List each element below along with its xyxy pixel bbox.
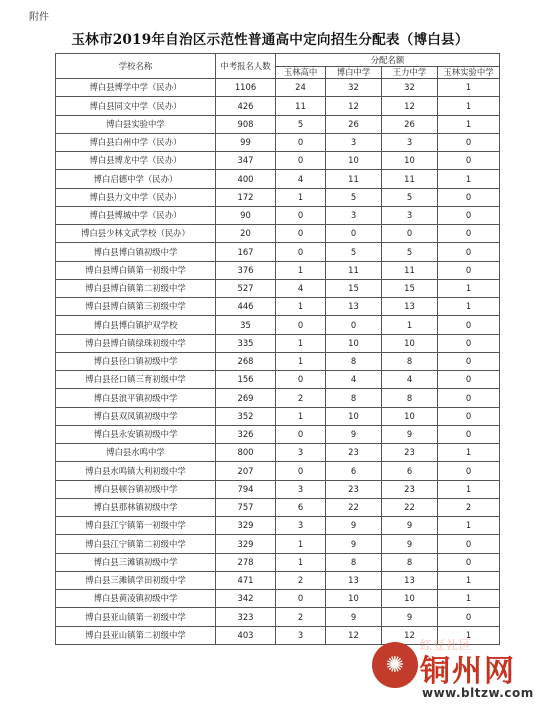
cell-applicants: 329	[216, 535, 276, 553]
cell-wangli-high: 10	[382, 152, 438, 170]
cell-school: 博白县白州中学（民办）	[56, 133, 216, 151]
cell-wangli-high: 11	[382, 261, 438, 279]
cell-school: 博白县那林镇初级中学	[56, 498, 216, 516]
cell-yulin-high: 0	[276, 243, 326, 261]
cell-applicants: 471	[216, 571, 276, 589]
table-row	[56, 626, 500, 644]
cell-yulin-high: 0	[276, 316, 326, 334]
header-quota: 分配名额	[276, 54, 500, 67]
cell-yulin-high: 3	[276, 444, 326, 462]
cell-bobai-high: 10	[326, 407, 382, 425]
cell-yulin-high: 11	[276, 97, 326, 115]
table-row	[56, 480, 500, 498]
cell-wangli-high: 8	[382, 553, 438, 571]
cell-school: 博白县三滩镇初级中学	[56, 553, 216, 571]
cell-school: 博白县博学中学（民办）	[56, 79, 216, 97]
cell-yulin-high: 1	[276, 261, 326, 279]
cell-yulin-high: 2	[276, 571, 326, 589]
cell-yulin-experimental: 0	[438, 371, 500, 389]
cell-bobai-high: 10	[326, 334, 382, 352]
cell-wangli-high: 10	[382, 334, 438, 352]
cell-wangli-high: 12	[382, 97, 438, 115]
cell-yulin-experimental: 0	[438, 553, 500, 571]
cell-school: 博白县博白镇绿珠初级中学	[56, 334, 216, 352]
cell-wangli-high: 13	[382, 571, 438, 589]
cell-bobai-high: 5	[326, 243, 382, 261]
cell-yulin-experimental: 0	[438, 535, 500, 553]
cell-applicants: 426	[216, 97, 276, 115]
cell-applicants: 20	[216, 225, 276, 243]
cell-wangli-high: 22	[382, 498, 438, 516]
table-row	[56, 407, 500, 425]
cell-yulin-high: 24	[276, 79, 326, 97]
cell-yulin-experimental: 0	[438, 243, 500, 261]
cell-yulin-high: 3	[276, 480, 326, 498]
cell-yulin-high: 1	[276, 535, 326, 553]
cell-wangli-high: 4	[382, 371, 438, 389]
cell-wangli-high: 12	[382, 626, 438, 644]
cell-yulin-experimental: 0	[438, 352, 500, 370]
cell-yulin-high: 2	[276, 608, 326, 626]
header-school: 学校名称	[56, 54, 216, 79]
watermark-name: 铜州网	[420, 654, 516, 689]
cell-wangli-high: 10	[382, 407, 438, 425]
cell-bobai-high: 22	[326, 498, 382, 516]
cell-applicants: 342	[216, 590, 276, 608]
cell-yulin-experimental: 0	[438, 188, 500, 206]
cell-applicants: 207	[216, 462, 276, 480]
cell-yulin-high: 4	[276, 279, 326, 297]
cell-applicants: 794	[216, 480, 276, 498]
cell-bobai-high: 4	[326, 371, 382, 389]
cell-wangli-high: 9	[382, 517, 438, 535]
cell-yulin-high: 0	[276, 206, 326, 224]
cell-bobai-high: 9	[326, 608, 382, 626]
cell-wangli-high: 32	[382, 79, 438, 97]
cell-applicants: 156	[216, 371, 276, 389]
cell-applicants: 800	[216, 444, 276, 462]
cell-bobai-high: 26	[326, 115, 382, 133]
header-applicants: 中考报名人数	[216, 54, 276, 79]
cell-bobai-high: 3	[326, 206, 382, 224]
cell-wangli-high: 1	[382, 316, 438, 334]
logo-seal-icon: ✺	[372, 642, 418, 688]
cell-bobai-high: 13	[326, 298, 382, 316]
cell-yulin-high: 0	[276, 152, 326, 170]
cell-applicants: 278	[216, 553, 276, 571]
page-title: 玉林市2019年自治区示范性普通高中定向招生分配表（博白县）	[71, 32, 469, 48]
cell-yulin-experimental: 0	[438, 462, 500, 480]
cell-school: 博白县江宁镇第二初级中学	[56, 535, 216, 553]
cell-applicants: 172	[216, 188, 276, 206]
cell-bobai-high: 23	[326, 480, 382, 498]
cell-yulin-high: 1	[276, 407, 326, 425]
cell-yulin-high: 0	[276, 371, 326, 389]
cell-wangli-high: 8	[382, 389, 438, 407]
cell-yulin-experimental: 1	[438, 97, 500, 115]
cell-yulin-high: 0	[276, 462, 326, 480]
cell-applicants: 269	[216, 389, 276, 407]
cell-wangli-high: 15	[382, 279, 438, 297]
table-row	[56, 498, 500, 516]
cell-bobai-high: 8	[326, 389, 382, 407]
cell-yulin-high: 1	[276, 188, 326, 206]
cell-bobai-high: 8	[326, 553, 382, 571]
cell-yulin-high: 0	[276, 225, 326, 243]
cell-school: 博白县实验中学	[56, 115, 216, 133]
cell-yulin-experimental: 0	[438, 407, 500, 425]
cell-yulin-high: 1	[276, 334, 326, 352]
cell-bobai-high: 13	[326, 571, 382, 589]
cell-applicants: 35	[216, 316, 276, 334]
table-row	[56, 517, 500, 535]
cell-yulin-experimental: 2	[438, 498, 500, 516]
cell-applicants: 326	[216, 425, 276, 443]
cell-wangli-high: 0	[382, 225, 438, 243]
cell-yulin-high: 1	[276, 553, 326, 571]
cell-yulin-high: 1	[276, 298, 326, 316]
cell-bobai-high: 15	[326, 279, 382, 297]
cell-yulin-experimental: 0	[438, 261, 500, 279]
cell-bobai-high: 10	[326, 590, 382, 608]
cell-bobai-high: 0	[326, 225, 382, 243]
cell-bobai-high: 11	[326, 170, 382, 188]
cell-yulin-high: 3	[276, 626, 326, 644]
cell-yulin-experimental: 0	[438, 316, 500, 334]
cell-bobai-high: 23	[326, 444, 382, 462]
cell-yulin-high: 6	[276, 498, 326, 516]
cell-applicants: 400	[216, 170, 276, 188]
table-row	[56, 225, 500, 243]
table-row	[56, 97, 500, 115]
cell-yulin-experimental: 1	[438, 115, 500, 133]
cell-wangli-high: 9	[382, 608, 438, 626]
cell-wangli-high: 9	[382, 535, 438, 553]
cell-yulin-high: 0	[276, 133, 326, 151]
cell-yulin-experimental: 1	[438, 79, 500, 97]
table-row	[56, 152, 500, 170]
header-col: 玉林实验中学	[438, 67, 500, 79]
cell-applicants: 403	[216, 626, 276, 644]
table-body	[56, 79, 500, 645]
header-col: 王力中学	[382, 67, 438, 79]
table-row	[56, 170, 500, 188]
cell-school: 博白县三滩镇学田初级中学	[56, 571, 216, 589]
cell-school: 博白县亚山镇第一初级中学	[56, 608, 216, 626]
cell-school: 博白县力文中学（民办）	[56, 188, 216, 206]
cell-yulin-experimental: 1	[438, 444, 500, 462]
cell-school: 博白县博白镇护双学校	[56, 316, 216, 334]
table-row	[56, 243, 500, 261]
cell-yulin-experimental: 0	[438, 608, 500, 626]
table-row	[56, 425, 500, 443]
allocation-table	[55, 53, 500, 645]
cell-yulin-experimental: 1	[438, 517, 500, 535]
cell-school: 博白县黄凌镇初级中学	[56, 590, 216, 608]
cell-yulin-high: 1	[276, 352, 326, 370]
cell-bobai-high: 3	[326, 133, 382, 151]
cell-applicants: 757	[216, 498, 276, 516]
cell-bobai-high: 8	[326, 352, 382, 370]
cell-wangli-high: 23	[382, 444, 438, 462]
table-row	[56, 352, 500, 370]
cell-school: 博白县径口镇初级中学	[56, 352, 216, 370]
cell-school: 博白县博白镇第三初级中学	[56, 298, 216, 316]
watermark-small-text: 红豆社区	[420, 638, 473, 652]
cell-yulin-experimental: 1	[438, 298, 500, 316]
cell-yulin-experimental: 1	[438, 571, 500, 589]
cell-yulin-experimental: 1	[438, 590, 500, 608]
cell-yulin-experimental: 0	[438, 425, 500, 443]
site-watermark	[362, 634, 540, 709]
cell-wangli-high: 3	[382, 133, 438, 151]
table-row	[56, 389, 500, 407]
cell-school: 博白县亚山镇第二初级中学	[56, 626, 216, 644]
cell-yulin-experimental: 1	[438, 279, 500, 297]
cell-school: 博白县博龙中学（民办）	[56, 152, 216, 170]
cell-wangli-high: 10	[382, 590, 438, 608]
watermark-url: www.bltzw.com	[422, 686, 534, 700]
table-row	[56, 571, 500, 589]
cell-bobai-high: 5	[326, 188, 382, 206]
cell-applicants: 268	[216, 352, 276, 370]
table-row	[56, 261, 500, 279]
cell-wangli-high: 5	[382, 243, 438, 261]
table-row	[56, 133, 500, 151]
cell-school: 博白县顿谷镇初级中学	[56, 480, 216, 498]
cell-yulin-experimental: 0	[438, 334, 500, 352]
table-row	[56, 79, 500, 97]
cell-applicants: 446	[216, 298, 276, 316]
cell-bobai-high: 9	[326, 535, 382, 553]
cell-wangli-high: 26	[382, 115, 438, 133]
cell-bobai-high: 10	[326, 152, 382, 170]
cell-yulin-high: 4	[276, 170, 326, 188]
cell-applicants: 167	[216, 243, 276, 261]
cell-applicants: 908	[216, 115, 276, 133]
cell-yulin-experimental: 0	[438, 152, 500, 170]
cell-applicants: 99	[216, 133, 276, 151]
cell-bobai-high: 32	[326, 79, 382, 97]
cell-bobai-high: 12	[326, 97, 382, 115]
cell-school: 博白启德中学（民办）	[56, 170, 216, 188]
cell-yulin-high: 0	[276, 425, 326, 443]
cell-yulin-experimental: 1	[438, 170, 500, 188]
cell-school: 博白县博白镇第一初级中学	[56, 261, 216, 279]
cell-yulin-high: 2	[276, 389, 326, 407]
cell-school: 博白县双凤镇初级中学	[56, 407, 216, 425]
cell-school: 博白县博白镇初级中学	[56, 243, 216, 261]
cell-school: 博白县径口镇三育初级中学	[56, 371, 216, 389]
cell-wangli-high: 9	[382, 425, 438, 443]
table-row	[56, 206, 500, 224]
cell-wangli-high: 8	[382, 352, 438, 370]
cell-school: 博白县同文中学（民办）	[56, 97, 216, 115]
attachment-label: 附件	[29, 12, 49, 23]
cell-school: 博白县水鸣镇大利初级中学	[56, 462, 216, 480]
table-row	[56, 115, 500, 133]
header-col: 博白中学	[326, 67, 382, 79]
cell-applicants: 335	[216, 334, 276, 352]
cell-school: 博白县浪平镇初级中学	[56, 389, 216, 407]
cell-applicants: 376	[216, 261, 276, 279]
cell-wangli-high: 13	[382, 298, 438, 316]
table-row	[56, 334, 500, 352]
cell-wangli-high: 6	[382, 462, 438, 480]
cell-applicants: 323	[216, 608, 276, 626]
cell-wangli-high: 3	[382, 206, 438, 224]
header-row	[56, 54, 500, 67]
cell-yulin-experimental: 1	[438, 626, 500, 644]
cell-applicants: 90	[216, 206, 276, 224]
cell-yulin-experimental: 0	[438, 206, 500, 224]
cell-yulin-high: 5	[276, 115, 326, 133]
cell-applicants: 347	[216, 152, 276, 170]
cell-wangli-high: 11	[382, 170, 438, 188]
cell-yulin-experimental: 1	[438, 480, 500, 498]
cell-school: 博白县博白镇第二初级中学	[56, 279, 216, 297]
cell-yulin-high: 0	[276, 590, 326, 608]
cell-wangli-high: 5	[382, 188, 438, 206]
cell-yulin-experimental: 0	[438, 133, 500, 151]
cell-applicants: 352	[216, 407, 276, 425]
cell-yulin-experimental: 0	[438, 389, 500, 407]
table-row	[56, 553, 500, 571]
cell-school: 博白县水鸣中学	[56, 444, 216, 462]
cell-bobai-high: 9	[326, 425, 382, 443]
cell-wangli-high: 23	[382, 480, 438, 498]
cell-school: 博白县博城中学（民办）	[56, 206, 216, 224]
cell-bobai-high: 11	[326, 261, 382, 279]
table-row	[56, 316, 500, 334]
table-row	[56, 298, 500, 316]
table-row	[56, 608, 500, 626]
cell-bobai-high: 9	[326, 517, 382, 535]
cell-yulin-experimental: 0	[438, 225, 500, 243]
table-row	[56, 590, 500, 608]
table-row	[56, 535, 500, 553]
table-row	[56, 371, 500, 389]
table-row	[56, 444, 500, 462]
cell-applicants: 1106	[216, 79, 276, 97]
cell-applicants: 527	[216, 279, 276, 297]
cell-school: 博白县少林文武学校（民办）	[56, 225, 216, 243]
table-row	[56, 188, 500, 206]
cell-school: 博白县江宁镇第一初级中学	[56, 517, 216, 535]
table-row	[56, 279, 500, 297]
cell-bobai-high: 0	[326, 316, 382, 334]
cell-yulin-high: 3	[276, 517, 326, 535]
cell-applicants: 329	[216, 517, 276, 535]
cell-bobai-high: 6	[326, 462, 382, 480]
cell-school: 博白县永安镇初级中学	[56, 425, 216, 443]
header-col: 玉林高中	[276, 67, 326, 79]
table-row	[56, 462, 500, 480]
cell-bobai-high: 12	[326, 626, 382, 644]
